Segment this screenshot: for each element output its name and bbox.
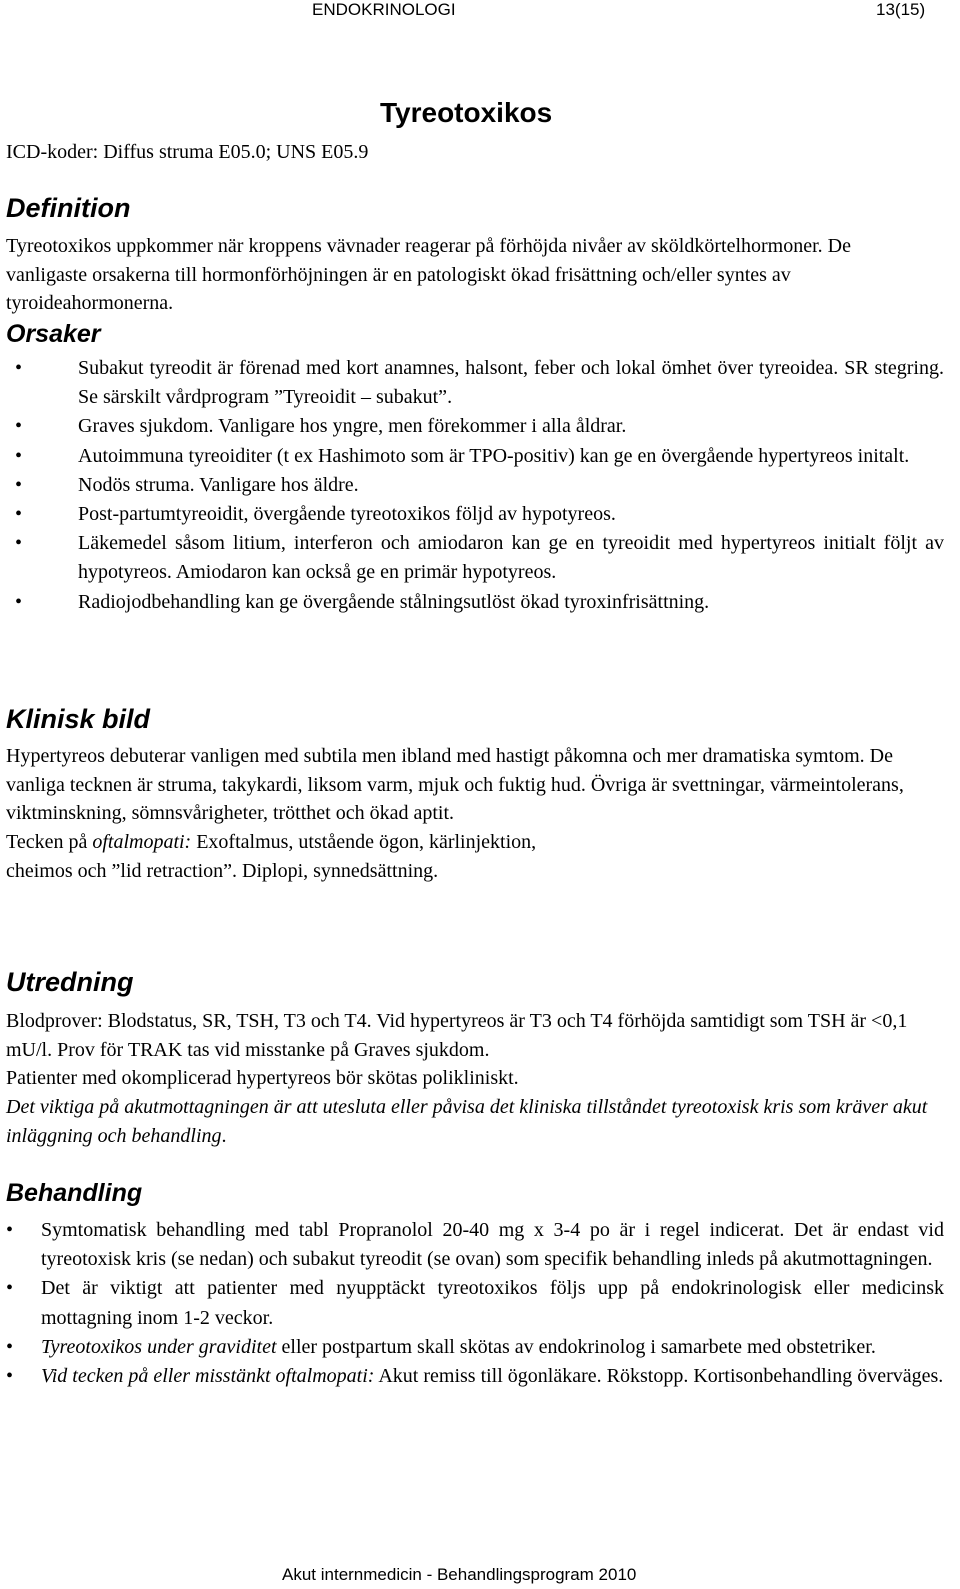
- list-item: • Graves sjukdom. Vanligare hos yngre, men förekommer i alla åldrar.: [6, 412, 944, 441]
- definition-heading: Definition: [6, 193, 131, 223]
- oftalmopati-behandling-text: Akut remiss till ögonläkare. Rökstopp. Kortisonbehandling överväges.: [374, 1365, 944, 1388]
- graviditet-term: Tyreotoxikos under graviditet: [41, 1335, 277, 1358]
- utredning-italic: Det viktiga på akutmottagningen är att utesluta eller påvisa det kliniska tillståndet tyreotoxisk kris som kräver akut inläggning och behandling: [6, 1096, 928, 1147]
- document-title: Tyreotoxikos: [380, 97, 553, 128]
- icd-codes: ICD-koder: Diffus struma E05.0; UNS E05.9: [6, 141, 369, 163]
- utredning-text: [6, 1007, 946, 1151]
- utredning-important: [6, 1093, 946, 1150]
- utredning-heading: Utredning: [6, 967, 134, 997]
- utredning-paragraph: Blodprover: Blodstatus, SR, TSH, T3 och T4. Vid hypertyreos är T3 och T4 förhöjda samtidigt som TSH är <0,1 mU/l. Prov för TRAK tas vid misstanke på Graves sjukdom.: [6, 1010, 908, 1061]
- graviditet-text: eller postpartum skall skötas av endokrinolog i samarbete med obstetriker.: [276, 1335, 876, 1358]
- page-footer: Akut internmedicin - Behandlingsprogram 2010: [282, 1565, 637, 1584]
- definition-text: [6, 232, 921, 318]
- oftalmopati-behandling-term: Vid tecken på eller misstänkt oftalmopati:: [41, 1365, 375, 1388]
- behandling-list: [6, 1216, 944, 1391]
- list-item: • Post-partumtyreoidit, övergående tyreotoxikos följd av hypotyreos.: [6, 500, 944, 529]
- list-item: • Det är viktigt att patienter med nyupptäckt tyreotoxikos följs upp på endokrinologisk eller medicinsk mottagning inom 1-2 veckor.: [6, 1274, 944, 1332]
- orsaker-heading: Orsaker: [6, 320, 101, 348]
- header-section: ENDOKRINOLOGI: [312, 0, 456, 19]
- oftalmopati-prefix: Tecken på: [6, 831, 93, 854]
- list-item: • Radiojodbehandling kan ge övergående stålningsutlöst ökad tyroxinfrisättning.: [6, 588, 944, 617]
- list-item: [6, 1333, 944, 1362]
- behandling-heading: Behandling: [6, 1179, 143, 1207]
- list-item: • Autoimmuna tyreoiditer (t ex Hashimoto som är TPO-positiv) kan ge en övergående hypertyreos initalt.: [6, 442, 944, 471]
- utredning-italic-end: .: [221, 1124, 227, 1147]
- orsaker-list: [6, 354, 944, 617]
- list-item: [6, 1362, 944, 1391]
- definition-paragraph: Tyreotoxikos uppkommer när kroppens vävnader reagerar på förhöjda nivåer av sköldkörtelhormoner. De vanligaste orsakerna till hormonförhöjningen är en patologiskt ökad frisättning och/eller syntes av tyroideahormonerna.: [6, 235, 851, 315]
- list-item: • Subakut tyreodit är förenad med kort anamnes, halsont, feber och lokal ömhet över tyreoidea. SR stegring. Se särskilt vårdprogram ”Tyreoidit – subakut”.: [6, 354, 944, 412]
- klinisk-paragraph: Hypertyreos debuterar vanligen med subtila men ibland med hastigt påkomna och mer dramatiska symtom. De vanliga tecknen är struma, takykardi, liksom varm, mjuk och fuktig hud. Övriga är svettningar, värmeintolerans, viktminskning, sömnsvårigheter, trötthet och ökad aptit.: [6, 745, 904, 825]
- klinisk-bild-heading: Klinisk bild: [6, 704, 151, 734]
- oftalmopati-line1: Exoftalmus, utstående ögon, kärlinjektion,: [191, 831, 537, 854]
- utredning-paragraph-2: Patienter med okomplicerad hypertyreos bör skötas polikliniskt.: [6, 1067, 519, 1090]
- list-item: • Nodös struma. Vanligare hos äldre.: [6, 471, 944, 500]
- oftalmopati-line: [6, 828, 921, 857]
- list-item: • Symtomatisk behandling med tabl Propranolol 20-40 mg x 3-4 po är i regel indicerat. Det är endast vid tyreotoxisk kris (se nedan) och subakut tyreodit (se ovan) som specifik behandling inleds på akutmottagningen.: [6, 1216, 944, 1274]
- oftalmopati-line2: cheimos och ”lid retraction”. Diplopi, synnedsättning.: [6, 859, 439, 882]
- list-item: • Läkemedel såsom litium, interferon och amiodaron kan ge en tyreoidit med hypertyreos initialt följt av hypotyreos. Amiodaron kan också ge en primär hypotyreos.: [6, 529, 944, 587]
- header-page-number: 13(15): [876, 0, 926, 19]
- klinisk-bild-text: [6, 742, 921, 886]
- oftalmopati-term: oftalmopati:: [92, 831, 192, 854]
